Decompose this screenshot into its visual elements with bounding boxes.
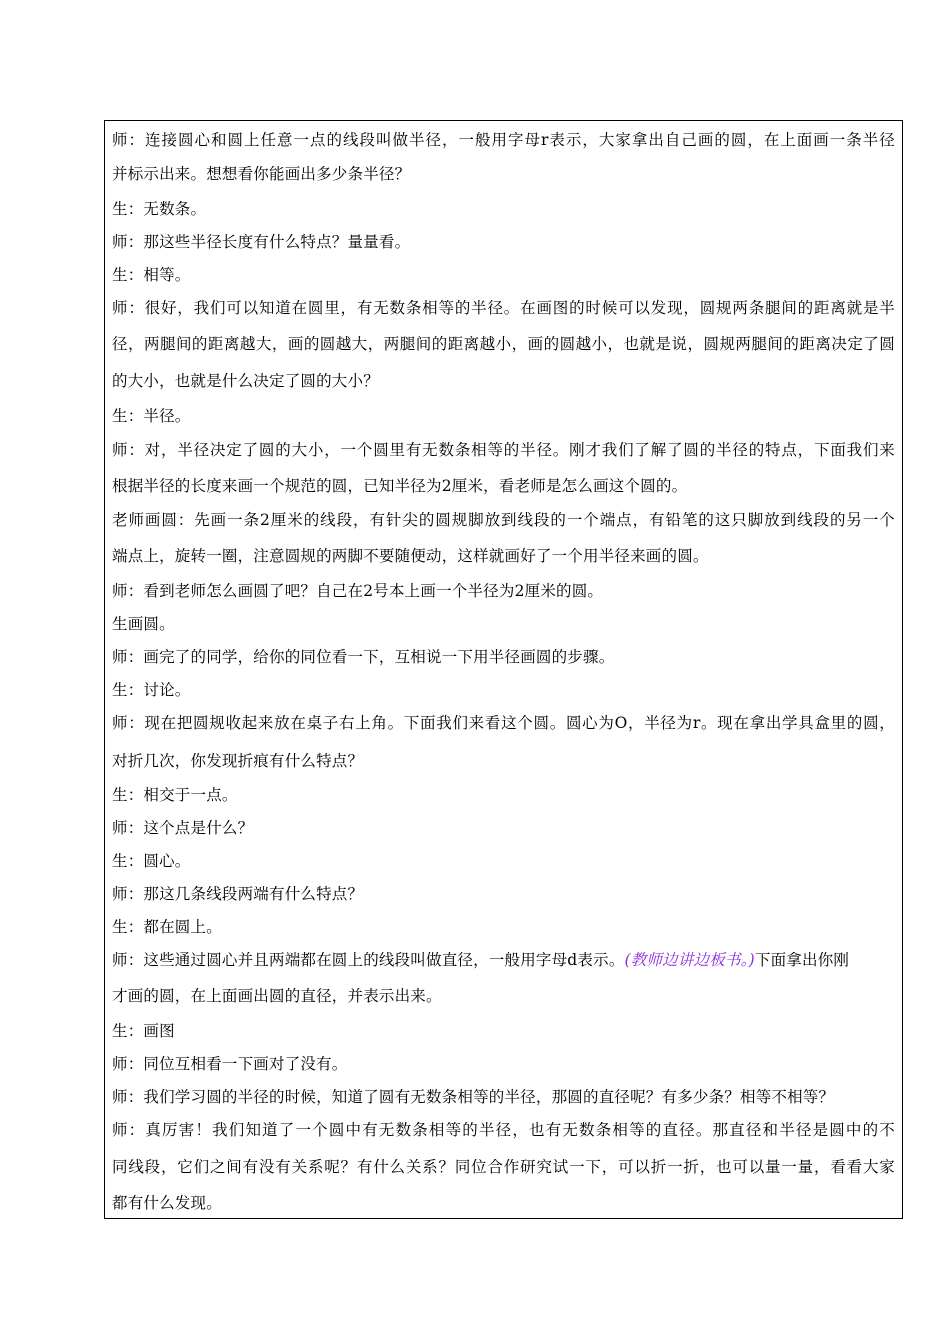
text-line: 师：真厉害！我们知道了一个圆中有无数条相等的半径，也有无数条相等的直径。那直径和半径是圆中的不 xyxy=(112,1121,895,1139)
text-line: 生：都在圆上。 xyxy=(112,918,222,936)
teacher-note: (教师边讲边板书。) xyxy=(624,951,755,969)
text-line: 对折几次，你发现折痕有什么特点？ xyxy=(112,752,364,770)
text-line: 老师画圆：先画一条2厘米的线段，有针尖的圆规脚放到线段的一个端点，有铅笔的这只脚放到线段的另一个 xyxy=(112,511,895,529)
text-line: 根据半径的长度来画一个规范的圆，已知半径为2厘米，看老师是怎么画这个圆的。 xyxy=(112,477,688,495)
text-line: 师：很好，我们可以知道在圆里，有无数条相等的半径。在画图的时候可以发现，圆规两条腿间的距离就是半 xyxy=(112,299,895,317)
text-segment: 下面拿出你刚 xyxy=(754,951,850,969)
text-line: 师：那这些半径长度有什么特点？量量看。 xyxy=(112,233,411,251)
text-line: 生：圆心。 xyxy=(112,852,191,870)
text-line: 师：连接圆心和圆上任意一点的线段叫做半径，一般用字母r表示，大家拿出自己画的圆，在上面画一条半径 xyxy=(112,131,895,149)
text-line: 生：无数条。 xyxy=(112,200,207,218)
text-line: 生画圆。 xyxy=(112,615,175,633)
text-line: 师：画完了的同学，给你的同位看一下，互相说一下用半径画圆的步骤。 xyxy=(112,648,615,666)
text-line: 师：现在把圆规收起来放在桌子右上角。下面我们来看这个圆。圆心为O，半径为r。现在拿出学具盒里的圆， xyxy=(112,714,895,732)
text-line: 生：画图 xyxy=(112,1022,175,1040)
text-line: 的大小，也就是什么决定了圆的大小？ xyxy=(112,372,379,390)
text-line: 同线段，它们之间有没有关系呢？有什么关系？同位合作研究试一下，可以折一折，也可以量一量，看看大家 xyxy=(112,1158,895,1176)
text-line: 师：同位互相看一下画对了没有。 xyxy=(112,1055,348,1073)
text-line: 生：讨论。 xyxy=(112,681,191,699)
text-line: 径，两腿间的距离越大，画的圆越大，两腿间的距离越小，画的圆越小，也就是说，圆规两腿间的距离决定了圆 xyxy=(112,335,895,353)
text-segment: 师：这些通过圆心并且两端都在圆上的线段叫做直径，一般用字母d表示。 xyxy=(112,951,625,969)
text-line: 端点上，旋转一圈，注意圆规的两脚不要随便动，这样就画好了一个用半径来画的圆。 xyxy=(112,547,709,565)
text-line: 才画的圆，在上面画出圆的直径，并表示出来。 xyxy=(112,987,442,1005)
text-line: 生：半径。 xyxy=(112,407,191,425)
text-line: 都有什么发现。 xyxy=(112,1194,222,1212)
text-line xyxy=(112,950,849,970)
text-line: 师：看到老师怎么画圆了吧？自己在2号本上画一个半径为2厘米的圆。 xyxy=(112,582,604,600)
text-line: 生：相交于一点。 xyxy=(112,786,238,804)
text-line: 并标示出来。想想看你能画出多少条半径？ xyxy=(112,165,411,183)
text-line: 师：对，半径决定了圆的大小，一个圆里有无数条相等的半径。刚才我们了解了圆的半径的特点，下面我们来 xyxy=(112,441,895,459)
text-line: 生：相等。 xyxy=(112,266,191,284)
text-line: 师：那这几条线段两端有什么特点？ xyxy=(112,885,364,903)
text-line: 师：我们学习圆的半径的时候，知道了圆有无数条相等的半径，那圆的直径呢？有多少条？相等不相等？ xyxy=(112,1088,835,1106)
text-line: 师：这个点是什么？ xyxy=(112,819,254,837)
